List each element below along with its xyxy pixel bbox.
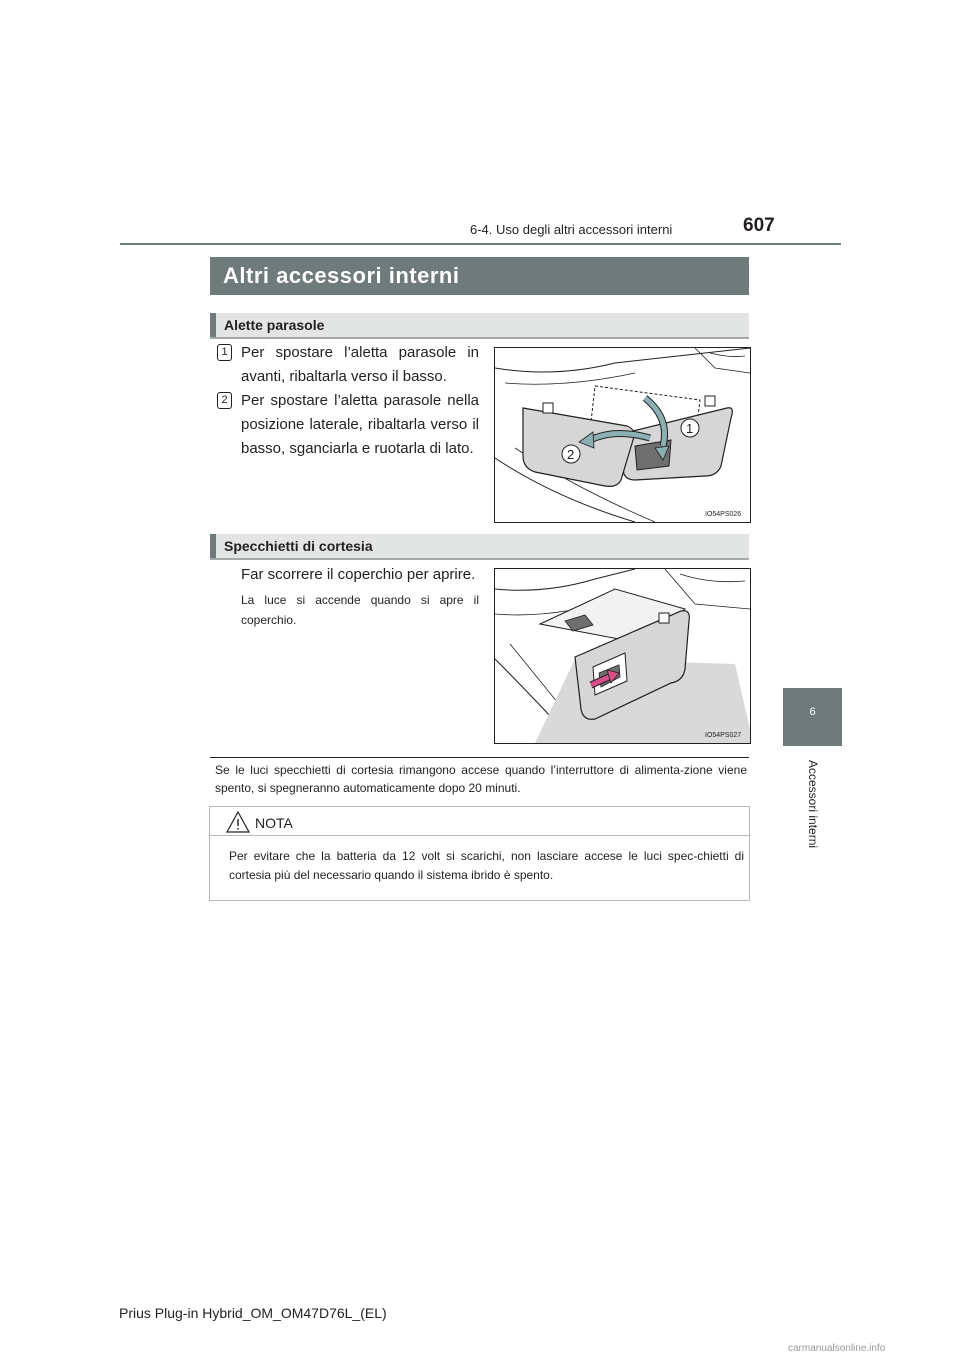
warning-icon — [226, 811, 250, 833]
nota-divider — [210, 835, 749, 836]
header-divider — [120, 243, 841, 245]
page-number: 607 — [743, 215, 775, 236]
nota-text: Per evitare che la batteria da 12 volt si scarichi, non lasciare accese le luci spec-chietti di cortesia più del necessario quando il sistema ibrido è spento. — [229, 849, 744, 882]
vanity-mirror-illustration — [494, 568, 751, 744]
step-text: Per spostare l’aletta parasole in avanti, ribaltarla verso il basso. — [241, 344, 479, 385]
vanity-mirror-drawing — [495, 569, 750, 743]
section-heading-text: Specchietti di cortesia — [224, 538, 373, 554]
step-number-badge: 2 — [217, 392, 232, 409]
section-heading-text: Alette parasole — [224, 317, 325, 333]
figure-callout: 1 — [686, 421, 694, 436]
footer-manual-id: Prius Plug-in Hybrid_OM_OM47D76L_(EL) — [119, 1305, 387, 1321]
section-heading-vanity-mirrors — [210, 534, 749, 560]
figure-code: IO54PS026 — [705, 511, 742, 518]
figure-callout: 2 — [567, 447, 575, 462]
watermark: carmanualsonline.info — [788, 1343, 886, 1354]
figure-code: IO54PS027 — [705, 732, 742, 739]
info-divider — [210, 757, 749, 758]
section-breadcrumb: 6-4. Uso degli altri accessori interni — [470, 222, 673, 237]
info-text: Se le luci specchietti di cortesia rimangono accese quando l’interruttore di alimenta-zione viene spento, si spegneranno automaticamente dopo 20 minuti. — [215, 763, 747, 795]
main-title: Altri accessori interni — [223, 263, 460, 288]
nota-title: NOTA — [255, 815, 293, 831]
section-heading-bar — [210, 313, 216, 337]
chapter-tab-label: Accessori interni — [806, 760, 820, 849]
sun-visor-drawing — [495, 348, 750, 522]
instruction-note: La luce si accende quando si apre il coperchio. — [241, 593, 479, 627]
section-heading-bar — [210, 534, 216, 558]
sun-visor-illustration — [494, 347, 751, 523]
step-text: Per spostare l’aletta parasole nella posizione laterale, ribaltarla verso il basso, sganciarla e ruotarla di lato. — [241, 392, 479, 457]
nota-box — [209, 806, 750, 901]
instruction-text: Far scorrere il coperchio per aprire. — [241, 566, 476, 583]
section-heading-sun-visors — [210, 313, 749, 339]
step-number-badge: 1 — [217, 344, 232, 361]
main-title-bar — [210, 257, 749, 295]
chapter-tab-number: 6 — [809, 706, 816, 718]
